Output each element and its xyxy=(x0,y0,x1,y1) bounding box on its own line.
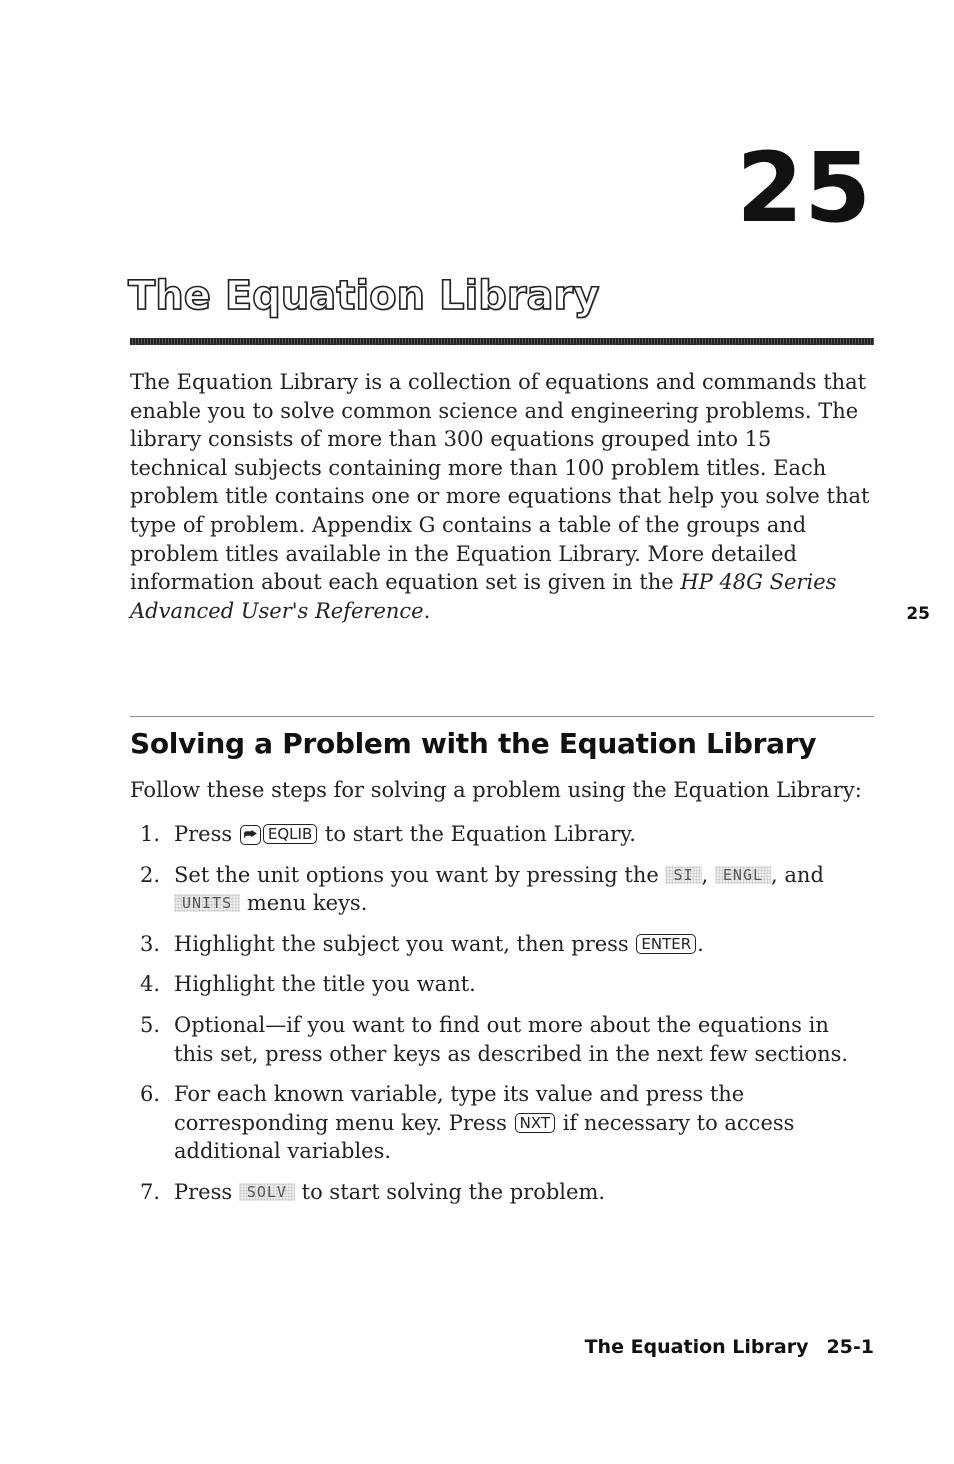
reference-title: HP 48G Series Advanced User's Reference xyxy=(130,570,837,623)
intro-paragraph xyxy=(130,368,870,625)
step-text: Press xyxy=(174,1179,233,1204)
si-menu-key: SI xyxy=(665,866,701,884)
step-text: to start the Equation Library. xyxy=(324,822,636,846)
section-title: Solving a Problem with the Equation Library xyxy=(130,727,817,760)
right-shift-key-icon: ⮫ xyxy=(240,825,261,845)
step-text: Highlight the title you want. xyxy=(174,972,476,997)
step-text: For each known variable, type its value and press the corresponding menu key. Press xyxy=(174,1082,745,1135)
section-rule xyxy=(130,716,874,717)
step-2 xyxy=(140,861,860,918)
step-number: 7. xyxy=(140,1179,161,1204)
step-number: 5. xyxy=(140,1012,161,1037)
step-7 xyxy=(140,1178,860,1207)
solv-menu-key: SOLV xyxy=(239,1183,295,1201)
separator: , xyxy=(771,862,778,887)
step-text: Set the unit options you want by pressing the xyxy=(174,862,659,887)
side-tab-chapter: 25 xyxy=(906,604,930,624)
step-text: and xyxy=(784,862,824,887)
step-number: 1. xyxy=(140,822,161,846)
intro-text: The Equation Library is a collection of equations and commands that enable you to solve common science and engineering problems. The library consists of more than 300 equations grouped into 15 technical subjects containing more than 100 problem titles. Each problem title contains one or more equations that help you solve that type of problem. Appendix G contains a table of the groups and problem titles available in the Equation Library. More detailed information about each equation set is given in the xyxy=(130,370,870,595)
page-footer xyxy=(585,1336,874,1358)
step-text: menu keys. xyxy=(246,891,368,916)
step-number: 3. xyxy=(140,931,161,956)
engl-menu-key: ENGL xyxy=(715,866,771,884)
enter-key: ENTER xyxy=(636,934,696,954)
title-rule xyxy=(130,338,874,345)
step-3 xyxy=(140,930,860,959)
chapter-title: The Equation Library xyxy=(128,273,600,319)
eqlib-key: EQLIB xyxy=(263,824,317,844)
step-1 xyxy=(140,820,860,849)
step-text: . xyxy=(697,931,704,956)
step-text: Press xyxy=(174,822,233,846)
step-4 xyxy=(140,970,860,999)
intro-end: . xyxy=(423,598,431,623)
chapter-number: 25 xyxy=(736,132,872,244)
step-text: if necessary to access additional variables. xyxy=(174,1110,795,1164)
step-number: 2. xyxy=(140,862,161,887)
footer-title: The Equation Library xyxy=(584,1336,809,1358)
section-lead: Follow these steps for solving a problem using the Equation Library: xyxy=(130,778,862,802)
units-menu-key: UNITS xyxy=(174,894,240,912)
step-6 xyxy=(140,1080,860,1166)
step-5 xyxy=(140,1011,860,1068)
steps-list xyxy=(140,820,860,1219)
step-number: 4. xyxy=(140,972,161,997)
step-text: Optional—if you want to find out more about the equations in this set, press other keys as described in the next few sections. xyxy=(174,1012,849,1066)
page-number: 25-1 xyxy=(826,1336,874,1358)
step-text: Highlight the subject you want, then press xyxy=(174,931,629,956)
step-number: 6. xyxy=(140,1082,161,1107)
separator: , xyxy=(701,862,709,887)
nxt-key: NXT xyxy=(515,1113,555,1133)
step-text: to start solving the problem. xyxy=(301,1179,606,1204)
